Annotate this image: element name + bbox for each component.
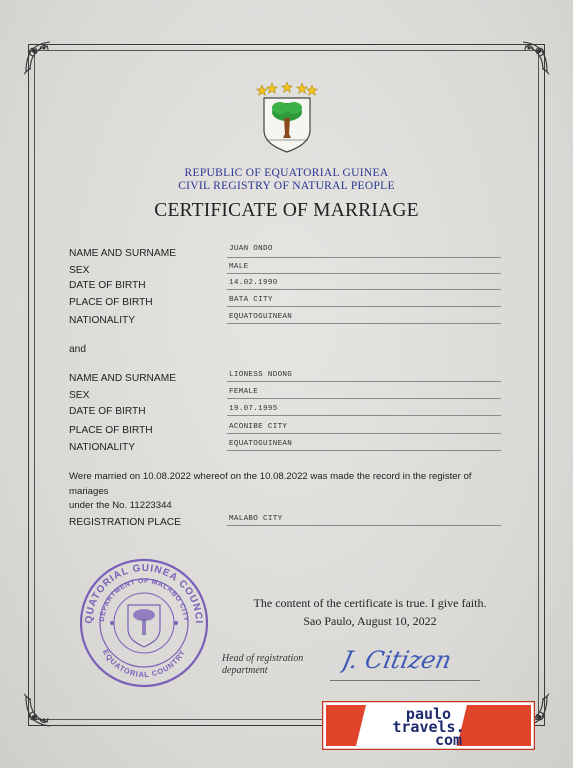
value-registration-place: MALABO CITY xyxy=(229,515,283,523)
signature xyxy=(340,634,480,682)
paulo-travels-watermark xyxy=(322,701,535,750)
value-dob-2: 19.07.1995 xyxy=(229,405,278,413)
field-line xyxy=(227,415,501,416)
signature-text: J. Citizen xyxy=(340,645,455,674)
place-and-date: Sao Paulo, August 10, 2022 xyxy=(303,614,437,628)
marriage-record-text xyxy=(69,470,509,514)
coat-of-arms-icon xyxy=(254,82,320,154)
label-sex-2: SEX xyxy=(69,390,90,401)
field-line xyxy=(227,306,501,307)
field-line xyxy=(227,381,501,382)
field-line xyxy=(227,525,501,526)
seal-bottom-text: EQUATORIAL COUNTRY xyxy=(100,647,188,680)
label-nationality-2: NATIONALITY xyxy=(69,442,136,453)
watermark-line-2: travels. xyxy=(392,718,465,736)
value-pob-2: ACONIBE CITY xyxy=(229,423,288,431)
label-pob-2: PLACE OF BIRTH xyxy=(69,425,153,436)
field-line xyxy=(227,323,501,324)
field-line xyxy=(227,433,501,434)
watermark-line-3: com xyxy=(434,731,463,749)
label-registration-place: REGISTRATION PLACE xyxy=(69,517,181,528)
value-dob-1: 14.02.1990 xyxy=(229,279,278,287)
field-line xyxy=(227,257,501,258)
head-of-registration-label xyxy=(222,653,332,677)
seal-inner-text: DEPARTMENT OF MALABO CITY xyxy=(98,577,190,623)
seal-top-text: QUATORIAL GUINEA COUNCI xyxy=(83,562,205,625)
label-sex-1: SEX xyxy=(69,265,90,276)
label-pob-1: PLACE OF BIRTH xyxy=(69,297,153,308)
value-nationality-1: EQUATOGUINEAN xyxy=(229,313,293,321)
ornament-top-left-icon xyxy=(20,36,62,78)
ornament-top-right-icon xyxy=(511,36,553,78)
head-label-line-1: Head of registration xyxy=(222,653,304,664)
field-line xyxy=(227,450,501,451)
label-name-2: NAME AND SURNAME xyxy=(69,373,176,384)
watermark-line-1: paulo xyxy=(405,705,452,723)
record-line-2: under the No. 11223344 xyxy=(69,500,172,511)
header-republic: REPUBLIC OF EQUATORIAL GUINEA xyxy=(184,167,389,179)
signature-line xyxy=(330,680,480,681)
header-civil-registry: CIVIL REGISTRY OF NATURAL PEOPLE xyxy=(178,180,395,192)
value-sex-2: FEMALE xyxy=(229,388,259,396)
truth-statement: The content of the certificate is true. I give faith. xyxy=(253,596,487,610)
record-line-1: Were married on 10.08.2022 whereof on the 10.08.2022 was made the record in the register of mariages xyxy=(69,471,472,497)
ornament-bottom-left-icon xyxy=(20,690,62,732)
value-name-1: JUAN ONDO xyxy=(229,245,273,253)
label-dob-1: DATE OF BIRTH xyxy=(69,280,146,291)
value-sex-1: MALE xyxy=(229,263,249,271)
head-label-line-2: department xyxy=(222,665,268,676)
label-name-1: NAME AND SURNAME xyxy=(69,248,176,259)
value-pob-1: BATA CITY xyxy=(229,296,273,304)
council-seal-icon xyxy=(78,557,210,689)
value-nationality-2: EQUATOGUINEAN xyxy=(229,440,293,448)
certificate-title: CERTIFICATE OF MARRIAGE xyxy=(154,200,419,221)
label-nationality-1: NATIONALITY xyxy=(69,315,136,326)
field-line xyxy=(227,273,501,274)
value-name-2: LIONESS NDONG xyxy=(229,371,293,379)
field-line xyxy=(227,398,501,399)
field-line xyxy=(227,289,501,290)
label-dob-2: DATE OF BIRTH xyxy=(69,406,146,417)
label-and: and xyxy=(69,344,86,355)
